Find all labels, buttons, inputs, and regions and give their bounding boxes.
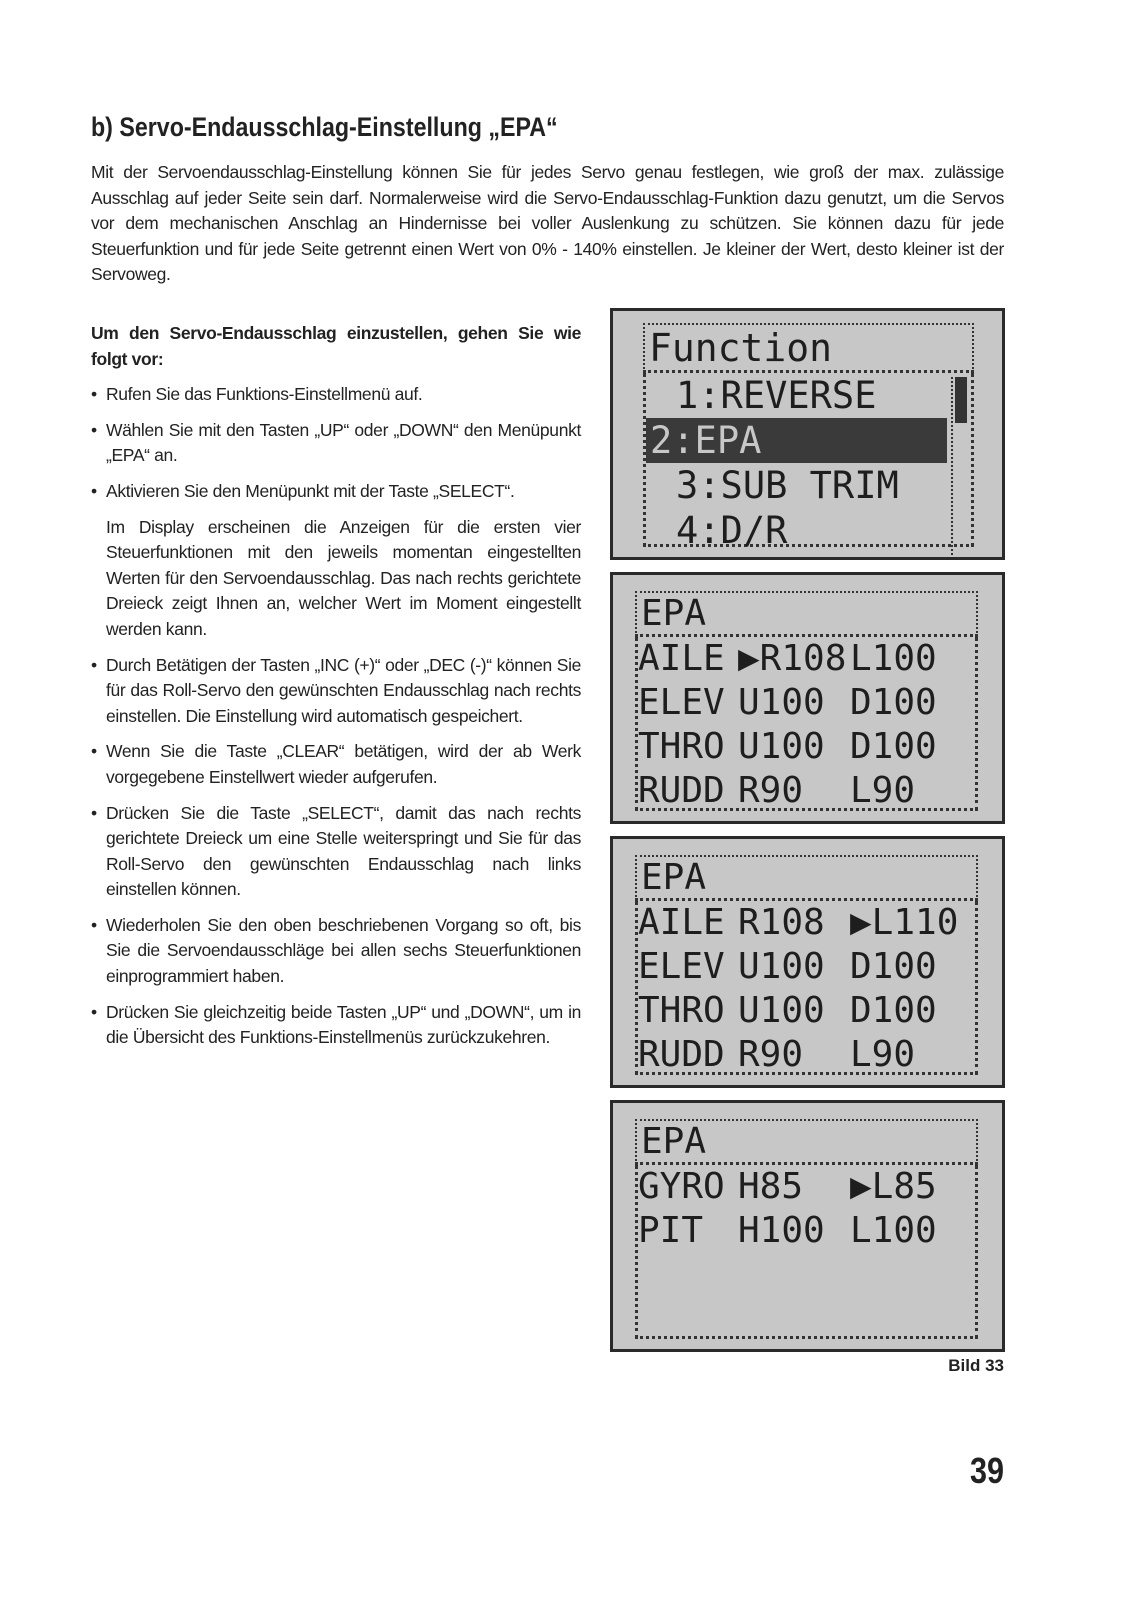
lcd-menu-item-selected: 2:EPA bbox=[646, 418, 947, 463]
list-item: • Drücken Sie die Taste „SELECT“, damit das nach rechts gerichtete Dreieck um eine Stelle weiterspringt und Sie für das Roll-Servo den gewünschten Endausschlag nach links einstellen können. bbox=[91, 802, 581, 900]
lcd-value-row: THRO U100 D100 bbox=[638, 990, 937, 1031]
bullet: • bbox=[91, 741, 97, 762]
intro-paragraph: Mit der Servoendausschlag-Einstellung können Sie für jedes Servo genau festlegen, wie groß der max. zulässige Ausschlag auf jeder Seite sein darf. Normalerweise wird die Servo-Endausschlag-Funktion dazu genutzt, um die Servos vor dem mechanischen Anschlag an Hindernisse bei voller Auslenkung zu schützen. Sie können dazu für jede Steuerfunktion und für jede Seite getrennt einen Wert von 0% - 140% einstellen. Je kleiner der Wert, desto kleiner ist der Servoweg. bbox=[91, 162, 1004, 285]
list-item: • Wählen Sie mit den Tasten „UP“ oder „DOWN“ den Menüpunkt „EPA“ an. bbox=[91, 419, 581, 466]
lcd-value-row: RUDD R90 L90 bbox=[638, 770, 916, 811]
instructions-heading: Um den Servo-Endausschlag einzustellen, gehen Sie wie folgt vor: bbox=[91, 323, 581, 369]
list-item: • Aktivieren Sie den Menüpunkt mit der Taste „SELECT“. bbox=[91, 479, 581, 505]
lcd-value-list bbox=[635, 1165, 978, 1339]
list-item: • Wiederholen Sie den oben beschriebenen Vorgang so oft, bis Sie die Servoendausschläge bei allen sechs Steuerfunktionen einprogrammiert haben. bbox=[91, 914, 581, 987]
instructions-column bbox=[91, 321, 581, 1061]
lcd-scrollbar bbox=[951, 377, 969, 560]
bullet: • bbox=[91, 1001, 97, 1022]
lcd-title: EPA bbox=[635, 1119, 978, 1165]
lcd-value-row: GYRO H85 ▶L85 bbox=[638, 1166, 937, 1207]
figure-caption: Bild 33 bbox=[948, 1356, 1004, 1375]
lcd-value-row: AILE ▶R108 L100 bbox=[638, 638, 937, 679]
bullet: • bbox=[91, 654, 97, 675]
lcd-title: Function bbox=[643, 323, 974, 373]
bullet: • bbox=[91, 914, 97, 935]
lcd-value-row: THRO U100 D100 bbox=[638, 726, 937, 767]
lcd-scroll-thumb bbox=[955, 377, 967, 423]
lcd-title: EPA bbox=[635, 591, 978, 637]
lcd-menu-item: 3:SUB TRIM bbox=[676, 464, 899, 507]
bullet: • bbox=[91, 419, 97, 440]
lcd-menu-item: 1:REVERSE bbox=[676, 374, 877, 417]
lcd-epa-screen-2 bbox=[610, 836, 1005, 1088]
lcd-value-row: ELEV U100 D100 bbox=[638, 682, 937, 723]
lcd-value-row: AILE R108 ▶L110 bbox=[638, 902, 959, 943]
bullet: • bbox=[91, 480, 97, 501]
lcd-value-list bbox=[635, 901, 978, 1075]
lcd-value-list bbox=[635, 637, 978, 811]
lcd-function-menu bbox=[610, 308, 1005, 560]
lcd-epa-screen-1 bbox=[610, 572, 1005, 824]
lcd-value-row: PIT H100 L100 bbox=[638, 1210, 937, 1251]
lcd-menu-item: 4:D/R bbox=[676, 509, 788, 552]
bullet: • bbox=[91, 802, 97, 823]
list-item-continuation: Im Display erscheinen die Anzeigen für die ersten vier Steuerfunktionen mit den jeweils momentan eingestellten Werten für den Servoendausschlag. Das nach rechts gerichtete Dreieck zeigt Ihnen an, welcher Wert im Moment eingestellt werden kann. bbox=[106, 516, 581, 639]
list-item: • Drücken Sie gleichzeitig beide Tasten „UP“ und „DOWN“, um in die Übersicht des Funktions-Einstellmenüs zurückzukehren. bbox=[91, 1001, 581, 1048]
lcd-menu-list bbox=[643, 373, 974, 552]
lcd-epa-screen-3 bbox=[610, 1100, 1005, 1352]
bullet: • bbox=[91, 384, 97, 405]
list-item: • Wenn Sie die Taste „CLEAR“ betätigen, wird der ab Werk vorgegebene Einstellwert wieder aufgerufen. bbox=[91, 741, 581, 787]
instruction-list bbox=[91, 382, 581, 1051]
lcd-value-row: ELEV U100 D100 bbox=[638, 946, 937, 987]
page-number: 39 bbox=[969, 1450, 1004, 1491]
list-item: • Durch Betätigen der Tasten „INC (+)“ oder „DEC (-)“ können Sie für das Roll-Servo den gewünschten Endausschlag nach rechts einstellen. Die Einstellung wird automatisch gespeichert. bbox=[91, 654, 581, 726]
section-heading: b) Servo-Endausschlag-Einstellung „EPA“ bbox=[91, 112, 558, 142]
list-item: • Rufen Sie das Funktions-Einstellmenü auf. bbox=[91, 382, 581, 408]
lcd-value-row: RUDD R90 L90 bbox=[638, 1034, 916, 1075]
lcd-title: EPA bbox=[635, 855, 978, 901]
